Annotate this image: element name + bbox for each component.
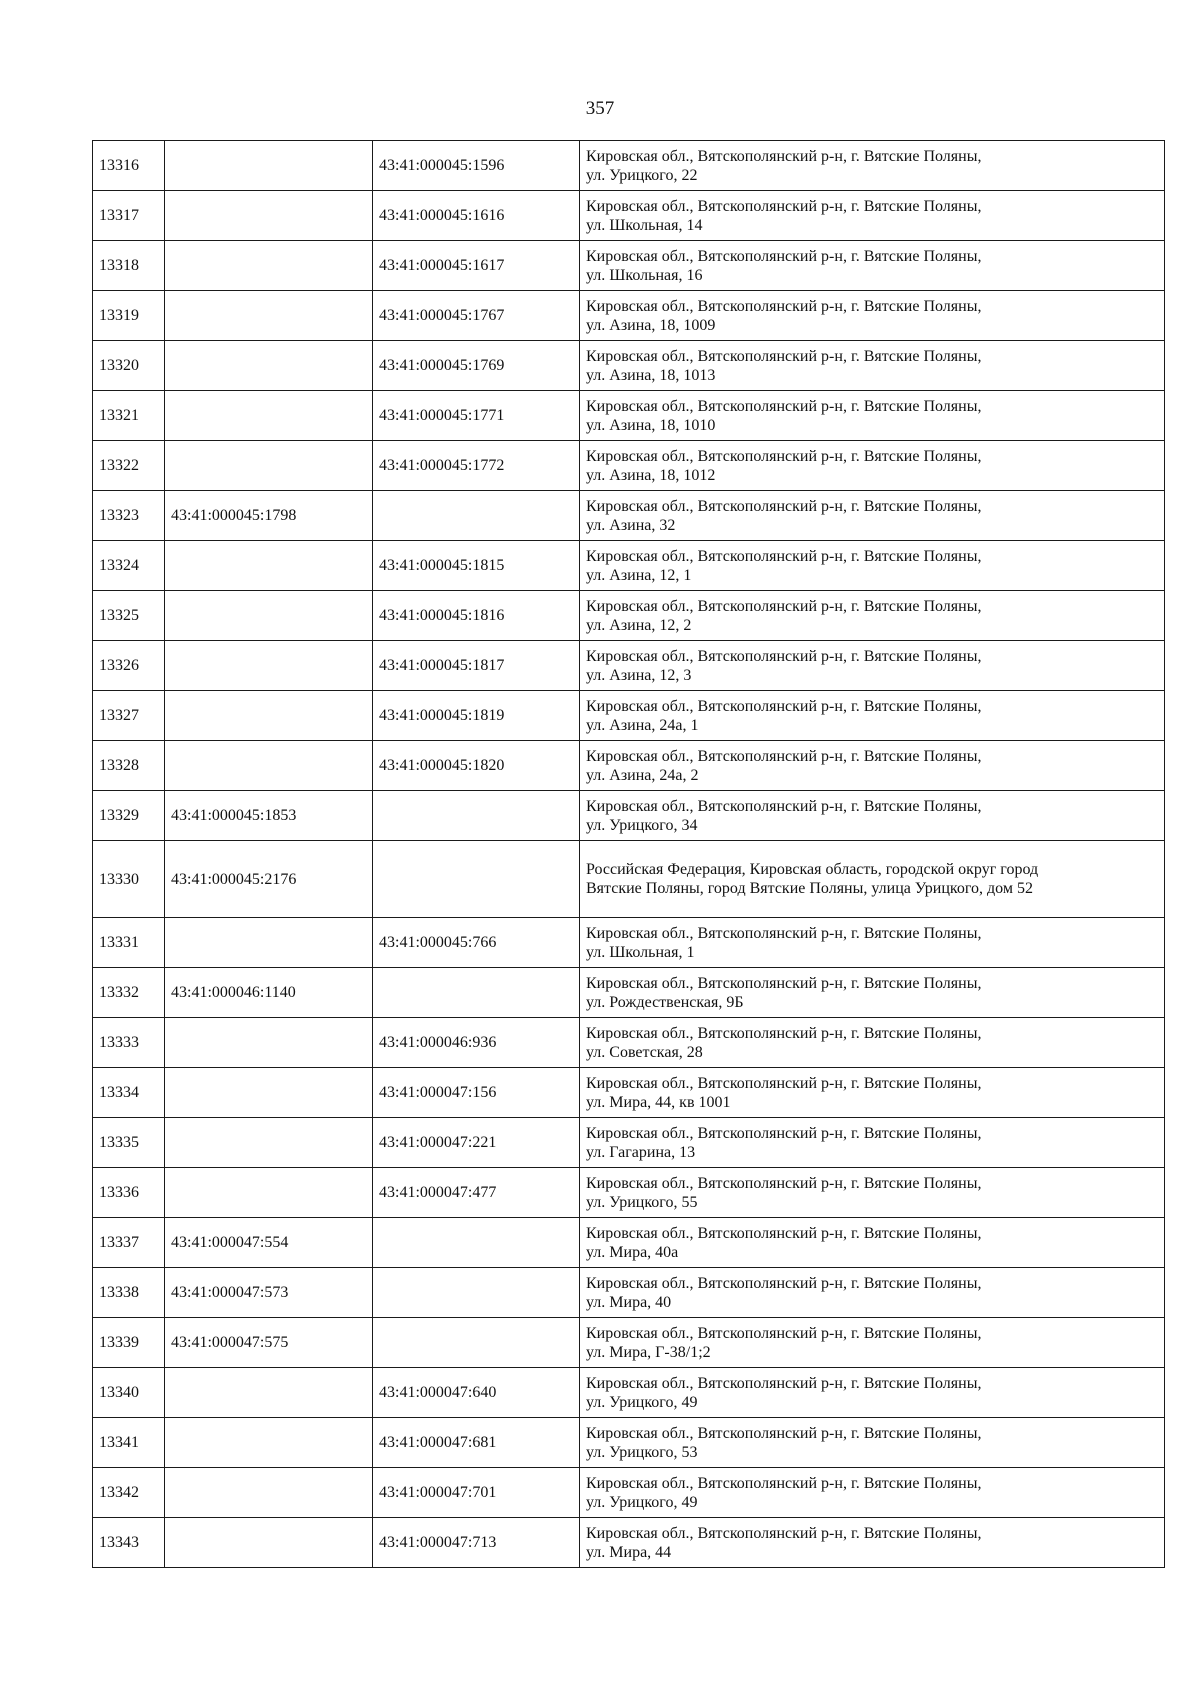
address-line-1: Кировская обл., Вятскополянский р-н, г. Вятские Поляны, bbox=[586, 1174, 982, 1192]
address-cell bbox=[580, 1268, 1165, 1318]
object-cadastral-number: 43:41:000045:1767 bbox=[379, 307, 505, 324]
address-line-1: Кировская обл., Вятскополянский р-н, г. Вятские Поляны, bbox=[586, 547, 982, 565]
address-line-1: Кировская обл., Вятскополянский р-н, г. Вятские Поляны, bbox=[586, 1324, 982, 1342]
row-number: 13320 bbox=[99, 357, 139, 374]
table-row bbox=[93, 918, 1165, 968]
land-cadastral-number-cell bbox=[165, 1168, 373, 1218]
land-cadastral-number-cell bbox=[165, 191, 373, 241]
object-cadastral-number: 43:41:000045:1820 bbox=[379, 757, 505, 774]
address-line-1: Кировская обл., Вятскополянский р-н, г. Вятские Поляны, bbox=[586, 1374, 982, 1392]
row-number: 13318 bbox=[99, 257, 139, 274]
address-line-2: ул. Азина, 32 bbox=[586, 516, 676, 534]
table-row bbox=[93, 1268, 1165, 1318]
row-number: 13330 bbox=[99, 870, 139, 888]
address-line-1: Российская Федерация, Кировская область, городской округ город bbox=[586, 861, 1039, 878]
row-number-cell bbox=[93, 841, 165, 918]
land-cadastral-number-cell bbox=[165, 141, 373, 191]
address-cell bbox=[580, 291, 1165, 341]
row-number-cell bbox=[93, 341, 165, 391]
table-row bbox=[93, 641, 1165, 691]
object-cadastral-number-cell bbox=[373, 1218, 580, 1268]
address-line-2: ул. Урицкого, 53 bbox=[586, 1443, 698, 1461]
row-number: 13321 bbox=[99, 407, 139, 424]
table-row bbox=[93, 968, 1165, 1018]
address-line-1: Кировская обл., Вятскополянский р-н, г. Вятские Поляны, bbox=[586, 147, 982, 165]
address-cell bbox=[580, 1368, 1165, 1418]
object-cadastral-number: 43:41:000045:1771 bbox=[379, 407, 505, 424]
address-line-1: Кировская обл., Вятскополянский р-н, г. Вятские Поляны, bbox=[586, 397, 982, 415]
address-line-1: Кировская обл., Вятскополянский р-н, г. Вятские Поляны, bbox=[586, 297, 982, 315]
land-cadastral-number-cell bbox=[165, 391, 373, 441]
address-line-1: Кировская обл., Вятскополянский р-н, г. Вятские Поляны, bbox=[586, 1074, 982, 1092]
object-cadastral-number-cell bbox=[373, 341, 580, 391]
row-number-cell bbox=[93, 1518, 165, 1568]
object-cadastral-number-cell bbox=[373, 641, 580, 691]
address-line-2: ул. Школьная, 14 bbox=[586, 216, 703, 234]
object-cadastral-number-cell bbox=[373, 1168, 580, 1218]
object-cadastral-number-cell bbox=[373, 441, 580, 491]
table-row bbox=[93, 441, 1165, 491]
address-line-2: ул. Мира, 44, кв 1001 bbox=[586, 1093, 731, 1111]
address-line-2: Вятские Поляны, город Вятские Поляны, улица Урицкого, дом 52 bbox=[586, 880, 1033, 897]
object-cadastral-number-cell bbox=[373, 918, 580, 968]
row-number: 13326 bbox=[99, 657, 139, 674]
object-cadastral-number: 43:41:000047:681 bbox=[379, 1434, 497, 1451]
address-line-2: ул. Школьная, 16 bbox=[586, 266, 703, 284]
address-cell bbox=[580, 591, 1165, 641]
land-cadastral-number: 43:41:000045:1853 bbox=[171, 807, 297, 824]
address-line-2: ул. Урицкого, 49 bbox=[586, 1393, 698, 1411]
address-cell bbox=[580, 491, 1165, 541]
row-number-cell bbox=[93, 441, 165, 491]
row-number-cell bbox=[93, 541, 165, 591]
row-number: 13334 bbox=[99, 1084, 139, 1101]
land-cadastral-number: 43:41:000047:575 bbox=[171, 1334, 289, 1351]
land-cadastral-number-cell bbox=[165, 691, 373, 741]
object-cadastral-number: 43:41:000045:1819 bbox=[379, 707, 505, 724]
row-number: 13328 bbox=[99, 757, 139, 774]
row-number: 13325 bbox=[99, 607, 139, 624]
object-cadastral-number: 43:41:000047:156 bbox=[379, 1084, 497, 1101]
table-row bbox=[93, 1068, 1165, 1118]
land-cadastral-number: 43:41:000046:1140 bbox=[171, 984, 296, 1001]
land-cadastral-number-cell bbox=[165, 968, 373, 1018]
land-cadastral-number: 43:41:000047:554 bbox=[171, 1234, 289, 1251]
row-number-cell bbox=[93, 1168, 165, 1218]
land-cadastral-number-cell bbox=[165, 841, 373, 918]
object-cadastral-number-cell bbox=[373, 191, 580, 241]
address-line-1: Кировская обл., Вятскополянский р-н, г. Вятские Поляны, bbox=[586, 924, 982, 942]
table-row bbox=[93, 541, 1165, 591]
table-row bbox=[93, 1218, 1165, 1268]
object-cadastral-number-cell bbox=[373, 291, 580, 341]
object-cadastral-number: 43:41:000047:713 bbox=[379, 1534, 497, 1551]
address-line-1: Кировская обл., Вятскополянский р-н, г. Вятские Поляны, bbox=[586, 247, 982, 265]
land-cadastral-number-cell bbox=[165, 241, 373, 291]
land-cadastral-number: 43:41:000047:573 bbox=[171, 1284, 289, 1301]
row-number: 13333 bbox=[99, 1034, 139, 1051]
land-cadastral-number-cell bbox=[165, 741, 373, 791]
address-cell bbox=[580, 841, 1165, 918]
address-cell bbox=[580, 791, 1165, 841]
address-line-1: Кировская обл., Вятскополянский р-н, г. Вятские Поляны, bbox=[586, 447, 982, 465]
row-number: 13343 bbox=[99, 1534, 139, 1551]
address-line-2: ул. Мира, 44 bbox=[586, 1543, 672, 1561]
row-number-cell bbox=[93, 1418, 165, 1468]
row-number: 13337 bbox=[99, 1234, 139, 1251]
address-cell bbox=[580, 1118, 1165, 1168]
address-line-2: ул. Азина, 24а, 1 bbox=[586, 716, 699, 734]
table-row bbox=[93, 691, 1165, 741]
address-line-2: ул. Мира, Г-38/1;2 bbox=[586, 1343, 711, 1361]
address-cell bbox=[580, 341, 1165, 391]
object-cadastral-number: 43:41:000045:1617 bbox=[379, 257, 505, 274]
registry-table-body bbox=[93, 141, 1165, 1568]
address-line-1: Кировская обл., Вятскополянский р-н, г. Вятские Поляны, bbox=[586, 974, 982, 992]
address-line-2: ул. Урицкого, 22 bbox=[586, 166, 698, 184]
row-number-cell bbox=[93, 741, 165, 791]
land-cadastral-number-cell bbox=[165, 1418, 373, 1468]
table-row bbox=[93, 1368, 1165, 1418]
address-line-2: ул. Урицкого, 49 bbox=[586, 1493, 698, 1511]
object-cadastral-number-cell bbox=[373, 968, 580, 1018]
row-number-cell bbox=[93, 1318, 165, 1368]
object-cadastral-number: 43:41:000047:477 bbox=[379, 1184, 497, 1201]
address-line-1: Кировская обл., Вятскополянский р-н, г. Вятские Поляны, bbox=[586, 1524, 982, 1542]
object-cadastral-number-cell bbox=[373, 1118, 580, 1168]
object-cadastral-number-cell bbox=[373, 1418, 580, 1468]
address-cell bbox=[580, 1468, 1165, 1518]
address-line-2: ул. Азина, 18, 1009 bbox=[586, 316, 716, 334]
page-number: 357 bbox=[585, 98, 615, 119]
address-line-2: ул. Мира, 40 bbox=[586, 1293, 672, 1311]
table-row bbox=[93, 491, 1165, 541]
row-number: 13329 bbox=[99, 807, 139, 824]
object-cadastral-number-cell bbox=[373, 491, 580, 541]
land-cadastral-number-cell bbox=[165, 1368, 373, 1418]
address-line-2: ул. Азина, 24а, 2 bbox=[586, 766, 699, 784]
address-line-2: ул. Азина, 18, 1012 bbox=[586, 466, 716, 484]
row-number-cell bbox=[93, 191, 165, 241]
row-number: 13339 bbox=[99, 1334, 139, 1351]
object-cadastral-number: 43:41:000045:1616 bbox=[379, 207, 505, 224]
object-cadastral-number-cell bbox=[373, 241, 580, 291]
table-row bbox=[93, 591, 1165, 641]
table-row bbox=[93, 341, 1165, 391]
address-cell bbox=[580, 441, 1165, 491]
address-line-2: ул. Урицкого, 55 bbox=[586, 1193, 698, 1211]
row-number-cell bbox=[93, 968, 165, 1018]
table-row bbox=[93, 1468, 1165, 1518]
row-number: 13332 bbox=[99, 984, 139, 1001]
row-number-cell bbox=[93, 391, 165, 441]
row-number-cell bbox=[93, 1468, 165, 1518]
land-cadastral-number-cell bbox=[165, 1068, 373, 1118]
land-cadastral-number-cell bbox=[165, 1318, 373, 1368]
address-line-1: Кировская обл., Вятскополянский р-н, г. Вятские Поляны, bbox=[586, 647, 982, 665]
land-cadastral-number-cell bbox=[165, 918, 373, 968]
address-cell bbox=[580, 1218, 1165, 1268]
row-number: 13335 bbox=[99, 1134, 139, 1151]
address-cell bbox=[580, 241, 1165, 291]
address-line-1: Кировская обл., Вятскополянский р-н, г. Вятские Поляны, bbox=[586, 1024, 982, 1042]
row-number: 13340 bbox=[99, 1384, 139, 1401]
address-line-1: Кировская обл., Вятскополянский р-н, г. Вятские Поляны, bbox=[586, 1124, 982, 1142]
row-number-cell bbox=[93, 641, 165, 691]
object-cadastral-number: 43:41:000045:766 bbox=[379, 934, 497, 951]
land-cadastral-number-cell bbox=[165, 1118, 373, 1168]
row-number: 13316 bbox=[99, 157, 139, 174]
registry-table bbox=[92, 140, 1165, 1568]
address-line-1: Кировская обл., Вятскополянский р-н, г. Вятские Поляны, bbox=[586, 1224, 982, 1242]
row-number-cell bbox=[93, 1268, 165, 1318]
row-number-cell bbox=[93, 1218, 165, 1268]
row-number: 13322 bbox=[99, 457, 139, 474]
row-number-cell bbox=[93, 291, 165, 341]
address-cell bbox=[580, 968, 1165, 1018]
table-row bbox=[93, 791, 1165, 841]
address-line-2: ул. Азина, 12, 3 bbox=[586, 666, 692, 684]
address-cell bbox=[580, 741, 1165, 791]
row-number-cell bbox=[93, 918, 165, 968]
address-cell bbox=[580, 1018, 1165, 1068]
address-cell bbox=[580, 691, 1165, 741]
row-number: 13342 bbox=[99, 1484, 139, 1501]
address-line-2: ул. Азина, 12, 1 bbox=[586, 566, 692, 584]
row-number-cell bbox=[93, 491, 165, 541]
address-cell bbox=[580, 141, 1165, 191]
land-cadastral-number-cell bbox=[165, 1518, 373, 1568]
table-row bbox=[93, 1418, 1165, 1468]
table-row bbox=[93, 1168, 1165, 1218]
object-cadastral-number-cell bbox=[373, 1468, 580, 1518]
row-number: 13324 bbox=[99, 557, 139, 574]
address-line-1: Кировская обл., Вятскополянский р-н, г. Вятские Поляны, bbox=[586, 1274, 982, 1292]
address-line-2: ул. Азина, 18, 1013 bbox=[586, 366, 716, 384]
row-number: 13341 bbox=[99, 1434, 139, 1451]
object-cadastral-number: 43:41:000047:221 bbox=[379, 1134, 497, 1151]
land-cadastral-number-cell bbox=[165, 441, 373, 491]
object-cadastral-number-cell bbox=[373, 1518, 580, 1568]
row-number: 13317 bbox=[99, 207, 139, 224]
table-row bbox=[93, 1318, 1165, 1368]
object-cadastral-number-cell bbox=[373, 391, 580, 441]
object-cadastral-number: 43:41:000047:640 bbox=[379, 1384, 497, 1401]
row-number-cell bbox=[93, 1068, 165, 1118]
row-number-cell bbox=[93, 1018, 165, 1068]
land-cadastral-number-cell bbox=[165, 1468, 373, 1518]
object-cadastral-number-cell bbox=[373, 591, 580, 641]
address-line-1: Кировская обл., Вятскополянский р-н, г. Вятские Поляны, bbox=[586, 1424, 982, 1442]
land-cadastral-number-cell bbox=[165, 491, 373, 541]
land-cadastral-number-cell bbox=[165, 541, 373, 591]
table-row bbox=[93, 241, 1165, 291]
address-line-2: ул. Школьная, 1 bbox=[586, 943, 695, 961]
address-cell bbox=[580, 1418, 1165, 1468]
row-number-cell bbox=[93, 1118, 165, 1168]
address-cell bbox=[580, 1168, 1165, 1218]
land-cadastral-number-cell bbox=[165, 791, 373, 841]
row-number-cell bbox=[93, 241, 165, 291]
address-line-1: Кировская обл., Вятскополянский р-н, г. Вятские Поляны, bbox=[586, 697, 982, 715]
table-row bbox=[93, 191, 1165, 241]
address-line-1: Кировская обл., Вятскополянский р-н, г. Вятские Поляны, bbox=[586, 497, 982, 515]
address-line-2: ул. Азина, 12, 2 bbox=[586, 616, 692, 634]
row-number-cell bbox=[93, 1368, 165, 1418]
address-line-2: ул. Рождественская, 9Б bbox=[586, 993, 744, 1011]
table-row bbox=[93, 391, 1165, 441]
address-line-2: ул. Мира, 40а bbox=[586, 1243, 679, 1261]
address-cell bbox=[580, 641, 1165, 691]
object-cadastral-number: 43:41:000045:1817 bbox=[379, 657, 505, 674]
object-cadastral-number: 43:41:000045:1815 bbox=[379, 557, 505, 574]
object-cadastral-number: 43:41:000045:1596 bbox=[379, 157, 505, 174]
land-cadastral-number-cell bbox=[165, 591, 373, 641]
address-cell bbox=[580, 191, 1165, 241]
address-line-1: Кировская обл., Вятскополянский р-н, г. Вятские Поляны, bbox=[586, 197, 982, 215]
object-cadastral-number-cell bbox=[373, 1068, 580, 1118]
row-number: 13338 bbox=[99, 1284, 139, 1301]
address-line-2: ул. Азина, 18, 1010 bbox=[586, 416, 716, 434]
address-line-1: Кировская обл., Вятскополянский р-н, г. Вятские Поляны, bbox=[586, 347, 982, 365]
address-cell bbox=[580, 541, 1165, 591]
address-line-1: Кировская обл., Вятскополянский р-н, г. Вятские Поляны, bbox=[586, 797, 982, 815]
object-cadastral-number-cell bbox=[373, 1018, 580, 1068]
row-number: 13323 bbox=[99, 507, 139, 524]
row-number: 13336 bbox=[99, 1184, 139, 1201]
land-cadastral-number-cell bbox=[165, 1268, 373, 1318]
row-number-cell bbox=[93, 691, 165, 741]
object-cadastral-number-cell bbox=[373, 1268, 580, 1318]
address-line-2: ул. Гагарина, 13 bbox=[586, 1143, 696, 1161]
object-cadastral-number: 43:41:000047:701 bbox=[379, 1484, 497, 1501]
land-cadastral-number-cell bbox=[165, 291, 373, 341]
address-cell bbox=[580, 1518, 1165, 1568]
land-cadastral-number-cell bbox=[165, 1218, 373, 1268]
address-line-1: Кировская обл., Вятскополянский р-н, г. Вятские Поляны, bbox=[586, 1474, 982, 1492]
row-number: 13319 bbox=[99, 307, 139, 324]
table-row bbox=[93, 1118, 1165, 1168]
object-cadastral-number-cell bbox=[373, 141, 580, 191]
table-row bbox=[93, 1518, 1165, 1568]
address-cell bbox=[580, 918, 1165, 968]
table-row bbox=[93, 291, 1165, 341]
object-cadastral-number: 43:41:000045:1769 bbox=[379, 357, 505, 374]
address-line-2: ул. Советская, 28 bbox=[586, 1043, 703, 1061]
row-number: 13327 bbox=[99, 707, 139, 724]
address-cell bbox=[580, 1318, 1165, 1368]
table-row bbox=[93, 1018, 1165, 1068]
row-number-cell bbox=[93, 791, 165, 841]
land-cadastral-number: 43:41:000045:1798 bbox=[171, 507, 297, 524]
table-row bbox=[93, 841, 1165, 918]
object-cadastral-number-cell bbox=[373, 1368, 580, 1418]
row-number-cell bbox=[93, 591, 165, 641]
object-cadastral-number-cell bbox=[373, 741, 580, 791]
address-cell bbox=[580, 1068, 1165, 1118]
object-cadastral-number-cell bbox=[373, 1318, 580, 1368]
address-cell bbox=[580, 391, 1165, 441]
object-cadastral-number: 43:41:000045:1772 bbox=[379, 457, 505, 474]
object-cadastral-number-cell bbox=[373, 541, 580, 591]
object-cadastral-number: 43:41:000046:936 bbox=[379, 1034, 497, 1051]
address-line-1: Кировская обл., Вятскополянский р-н, г. Вятские Поляны, bbox=[586, 747, 982, 765]
address-line-1: Кировская обл., Вятскополянский р-н, г. Вятские Поляны, bbox=[586, 597, 982, 615]
land-cadastral-number-cell bbox=[165, 641, 373, 691]
land-cadastral-number: 43:41:000045:2176 bbox=[171, 870, 297, 888]
table-row bbox=[93, 141, 1165, 191]
object-cadastral-number: 43:41:000045:1816 bbox=[379, 607, 505, 624]
address-line-2: ул. Урицкого, 34 bbox=[586, 816, 698, 834]
object-cadastral-number-cell bbox=[373, 841, 580, 918]
object-cadastral-number-cell bbox=[373, 691, 580, 741]
row-number-cell bbox=[93, 141, 165, 191]
land-cadastral-number-cell bbox=[165, 341, 373, 391]
table-row bbox=[93, 741, 1165, 791]
object-cadastral-number-cell bbox=[373, 791, 580, 841]
row-number: 13331 bbox=[99, 934, 139, 951]
land-cadastral-number-cell bbox=[165, 1018, 373, 1068]
